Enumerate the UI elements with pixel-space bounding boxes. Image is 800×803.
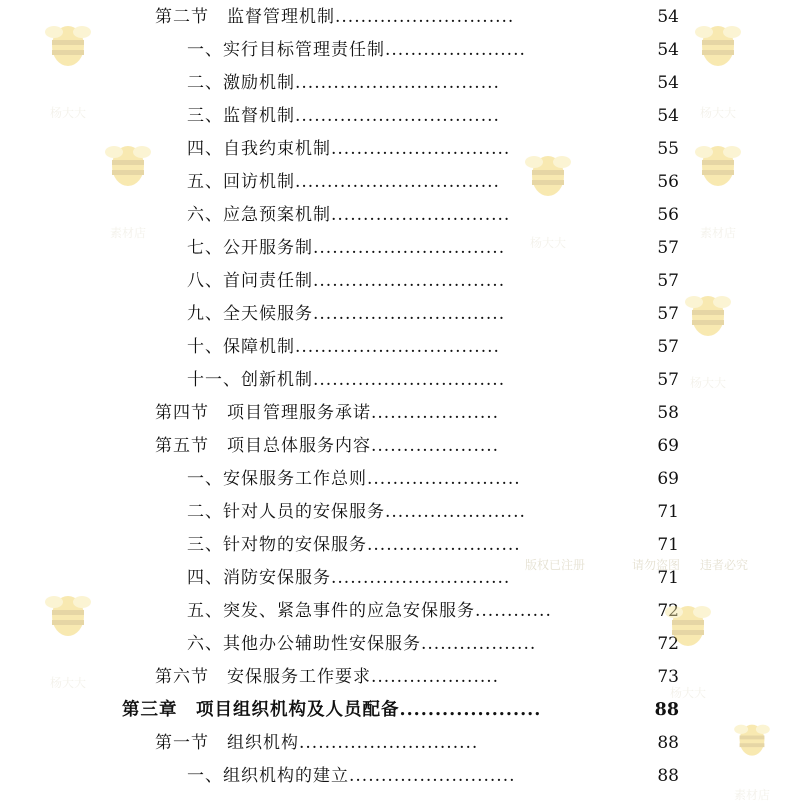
toc-entry-page-number: 71: [657, 568, 679, 588]
toc-item-entry: [0, 67, 800, 100]
toc-entry-title: 第三章 项目组织机构及人员配备....................: [122, 700, 542, 720]
toc-item-entry: [0, 529, 800, 562]
toc-entry-page-number: 54: [657, 40, 679, 60]
toc-entry-title: 十一、创新机制..............................: [187, 370, 506, 390]
toc-entry-title: 六、其他办公辅助性安保服务..................: [187, 634, 537, 654]
toc-entry-title: 第一节 组织机构............................: [155, 733, 479, 753]
toc-entry-page-number: 56: [657, 172, 679, 192]
toc-entry-title: 二、激励机制................................: [187, 73, 500, 93]
toc-entry-title: 第六节 安保服务工作要求....................: [155, 667, 500, 687]
toc-item-entry: [0, 496, 800, 529]
toc-entry-page-number: 71: [657, 535, 679, 555]
toc-entry-title: 一、组织机构的建立..........................: [187, 766, 516, 786]
watermark-sub: 素材店: [699, 226, 736, 240]
toc-entry-title: 一、实行目标管理责任制......................: [187, 40, 526, 60]
toc-item-entry: [0, 166, 800, 199]
toc-item-entry: [0, 760, 800, 793]
toc-entry-title: 一、安保服务工作总则........................: [187, 469, 521, 489]
toc-entry-page-number: 54: [657, 73, 679, 93]
toc-chapter-entry: [0, 694, 800, 727]
toc-entry-page-number: 71: [657, 502, 679, 522]
toc-item-entry: [0, 34, 800, 67]
toc-entry-page-number: 58: [657, 403, 679, 423]
toc-entry-title: 四、自我约束机制............................: [187, 139, 511, 159]
toc-item-entry: [0, 133, 800, 166]
toc-item-entry: [0, 199, 800, 232]
toc-item-entry: [0, 331, 800, 364]
toc-entry-title: 三、监督机制................................: [187, 106, 500, 126]
toc-entry-title: 五、回访机制................................: [187, 172, 500, 192]
toc-entry-title: 六、应急预案机制............................: [187, 205, 511, 225]
toc-entry-title: 七、公开服务制..............................: [187, 238, 506, 258]
toc-entry-page-number: 69: [657, 436, 679, 456]
watermark-brand: 杨大大: [49, 106, 86, 120]
toc-section-entry: [0, 397, 800, 430]
toc-section-entry: [0, 727, 800, 760]
watermark-brand: 杨大大: [49, 676, 86, 690]
watermark-sub: 素材店: [733, 788, 770, 802]
toc-item-entry: [0, 364, 800, 397]
toc-item-entry: [0, 298, 800, 331]
toc-entry-title: 五、突发、紧急事件的应急安保服务............: [187, 601, 552, 621]
toc-entry-title: 第四节 项目管理服务承诺....................: [155, 403, 500, 423]
toc-entry-page-number: 69: [657, 469, 679, 489]
watermark-notice: 版权已注册: [525, 558, 586, 572]
toc-section-entry: [0, 430, 800, 463]
watermark-brand: 杨大大: [699, 106, 736, 120]
toc-entry-page-number: 57: [657, 337, 679, 357]
toc-entry-page-number: 88: [654, 700, 679, 720]
toc-section-entry: [0, 1, 800, 34]
toc-entry-page-number: 56: [657, 205, 679, 225]
toc-item-entry: [0, 595, 800, 628]
toc-item-entry: [0, 463, 800, 496]
toc-entry-title: 八、首问责任制..............................: [187, 271, 506, 291]
toc-entry-page-number: 57: [657, 238, 679, 258]
toc-entry-page-number: 73: [657, 667, 679, 687]
watermark-notice: 违者必究: [700, 558, 749, 572]
toc-entry-title: 二、针对人员的安保服务......................: [187, 502, 526, 522]
toc-entry-title: 四、消防安保服务............................: [187, 568, 511, 588]
toc-entry-page-number: 88: [657, 733, 679, 753]
toc-entry-title: 九、全天候服务..............................: [187, 304, 506, 324]
toc-entry-title: 第五节 项目总体服务内容....................: [155, 436, 500, 456]
toc-entry-page-number: 54: [657, 106, 679, 126]
toc-entry-title: 十、保障机制................................: [187, 337, 500, 357]
toc-entry-page-number: 55: [657, 139, 679, 159]
toc-item-entry: [0, 562, 800, 595]
toc-entry-title: 第二节 监督管理机制............................: [155, 7, 515, 27]
toc-item-entry: [0, 232, 800, 265]
watermark-notice: 请勿盗图: [632, 558, 681, 572]
toc-entry-title: 三、针对物的安保服务........................: [187, 535, 521, 555]
watermark-sub: 素材店: [109, 226, 146, 240]
watermark-brand: 杨大大: [529, 236, 566, 250]
watermark-brand: 杨大大: [689, 376, 726, 390]
toc-item-entry: [0, 100, 800, 133]
toc-section-entry: [0, 661, 800, 694]
toc-entry-page-number: 54: [657, 7, 679, 27]
toc-entry-page-number: 72: [657, 634, 679, 654]
toc-entry-page-number: 57: [657, 304, 679, 324]
toc-entry-page-number: 88: [657, 766, 679, 786]
toc-item-entry: [0, 628, 800, 661]
toc-entry-page-number: 72: [657, 601, 679, 621]
toc-entry-page-number: 57: [657, 271, 679, 291]
toc-entry-page-number: 57: [657, 370, 679, 390]
watermark-brand: 杨大大: [669, 686, 706, 700]
toc-item-entry: [0, 265, 800, 298]
